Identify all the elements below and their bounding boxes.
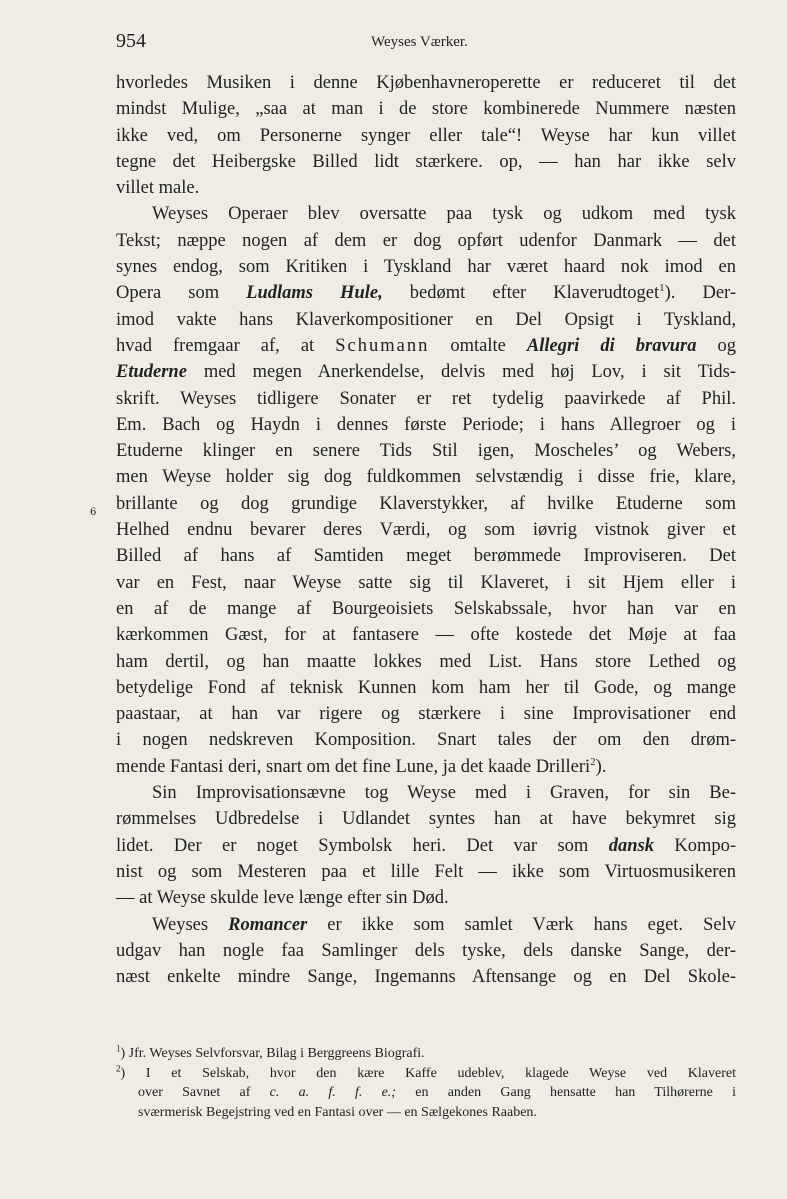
text-line: mindst Mulige, „saa at man i de store kombinerede Nummere næsten [116,99,736,120]
text-line: Weyses Operaer blev oversatte paa tysk og udkom med tysk [152,204,736,225]
text-line: Tekst; næppe nogen af dem er dog opført udenfor Danmark — det [116,230,736,251]
footnotes [116,1044,736,1122]
text-line: nist og som Mesteren paa et lille Felt — ikke som Virtuosmusikeren [116,861,736,882]
footnote-mark: 1 [116,1043,121,1054]
text-line: en af de mange af Bourgeoisiets Selskabssale, hvor han var en [116,598,736,619]
text-span: ). [595,756,607,777]
text-span: Opera som [116,283,247,304]
running-title: Weyses Værker. [371,34,468,50]
footnote-ref-2: 2 [590,755,596,768]
text-line: Billed af hans af Samtiden meget berømmede Improviseren. Det [116,546,736,567]
text-line: ikke ved, om Personerne synger eller tale“! Weyse har kun villet [116,125,736,146]
text-span: og [696,335,736,356]
text-line: synes endog, som Kritiken i Tyskland har været haard nok imod en [116,257,736,278]
text-line: kærkommen Gæst, for at fantasere — ofte kostede det Møje at faa [116,625,736,646]
text-line: tegne det Heibergske Billed lidt stærkere. op, — han har ikke selv [116,151,736,172]
text-line [116,912,736,938]
text-line: villet male. [116,178,200,199]
title-romancer: Romancer [228,914,308,935]
text-line: i nogen nedskreven Komposition. Snart tales der om den drøm- [116,730,736,751]
word-dansk: dansk [608,835,654,856]
text-span: hvad fremgaar af, at [116,335,336,356]
text-line: udgav han nogle faa Samlinger dels tyske, dels danske Sange, der- [116,940,736,961]
text-line: ham dertil, og han maatte lokkes med List. Hans store Lethed og [116,651,736,672]
text-span: bedømt efter Klaverudtoget [382,283,660,304]
text-span: Weyses [152,914,229,935]
footnote-ref-1: 1 [659,282,665,295]
text-line: skrift. Weyses tidligere Sonater er ret tydelig paavirkede af Phil. [116,388,736,409]
text-line: paastaar, at han var rigere og stærkere i sine Improvisationer end [116,704,736,725]
text-line: brillante og dog grundige Klaverstykker, af hvilke Etuderne som [116,493,736,514]
text-span: med megen Anerkendelse, delvis med høj Lov, i sit Tids- [186,362,736,383]
footnote-2 [116,1064,736,1084]
text-line: hvorledes Musiken i denne Kjøbenhavneroperette er reduceret til det [116,73,736,93]
page-number: 954 [116,30,146,52]
text-line: imod vakte hans Klaverkompositioner en Del Opsigt i Tyskland, [116,309,736,330]
spaced-name-schumann: Schumann [335,335,430,356]
footnote-mark: 2 [116,1062,121,1073]
text-line [116,333,736,359]
text-line: betydelige Fond af teknisk Kunnen kom ham her til Gode, og mange [116,677,736,698]
footnote-text: ) Jfr. Weyses Selvforsvar, Bilag i Berggreens Biografi. [120,1046,425,1061]
text-line [116,359,736,385]
text-span: Kompo- [653,835,736,856]
text-line: næst enkelte mindre Sange, Ingemanns Aftensange og en Del Skole- [116,967,736,988]
text-line: rømmelses Udbredelse i Udlandet syntes han at have bekymret sig [116,809,736,830]
abbrev-italic: c. a. f. f. e.; [269,1085,396,1100]
footnote-1 [116,1044,736,1064]
text-span: er ikke som samlet Værk hans eget. Selv [307,914,736,935]
text-line: men Weyse holder sig dog fuldkommen selvstændig i disse frie, klare, [116,467,736,488]
footnote-2-line: sværmerisk Begejstring ved en Fantasi over — en Sælgekones Raaben. [138,1104,537,1120]
text-line: var en Fest, naar Weyse satte sig til Klaveret, i sit Hjem eller i [116,572,736,593]
text-line: Sin Improvisationsævne tog Weyse med i Graven, for sin Be- [152,783,736,804]
text-line: Etuderne klinger en senere Tids Stil igen, Moscheles’ og Webers, [116,441,736,462]
footnote-text: ) I et Selskab, hvor den kære Kaffe udeblev, klagede Weyse ved Klaveret [120,1065,736,1081]
text-span: mende Fantasi deri, snart om det fine Lune, ja det kaade Drilleri [116,756,591,777]
text-line [116,280,736,306]
text-span: ). Der- [664,283,736,304]
text-span: omtalte [429,335,527,356]
text-span: en anden Gang hensatte han Tilhørerne i [395,1085,737,1100]
page-header [116,30,734,60]
footnote-2-line [116,1083,736,1103]
text-line: — at Weyse skulde leve længe efter sin Død. [116,888,449,909]
text-line: Em. Bach og Haydn i dennes første Periode; i hans Allegroer og i [116,414,736,435]
title-etuderne: Etuderne [116,362,187,383]
title-ludlams-hule: Ludlams Hule, [246,283,383,304]
body-text [116,70,736,990]
text-line [116,754,736,780]
text-span: over Savnet af [138,1085,270,1100]
text-line [116,833,736,859]
title-allegri: Allegri di bravura [526,335,697,356]
text-line: Helhed endnu bevarer deres Værdi, og som iøvrig vistnok giver et [116,520,736,541]
text-span: lidet. Der er noget Symbolsk heri. Det var som [116,835,609,856]
margin-mark: 6 [90,507,97,518]
